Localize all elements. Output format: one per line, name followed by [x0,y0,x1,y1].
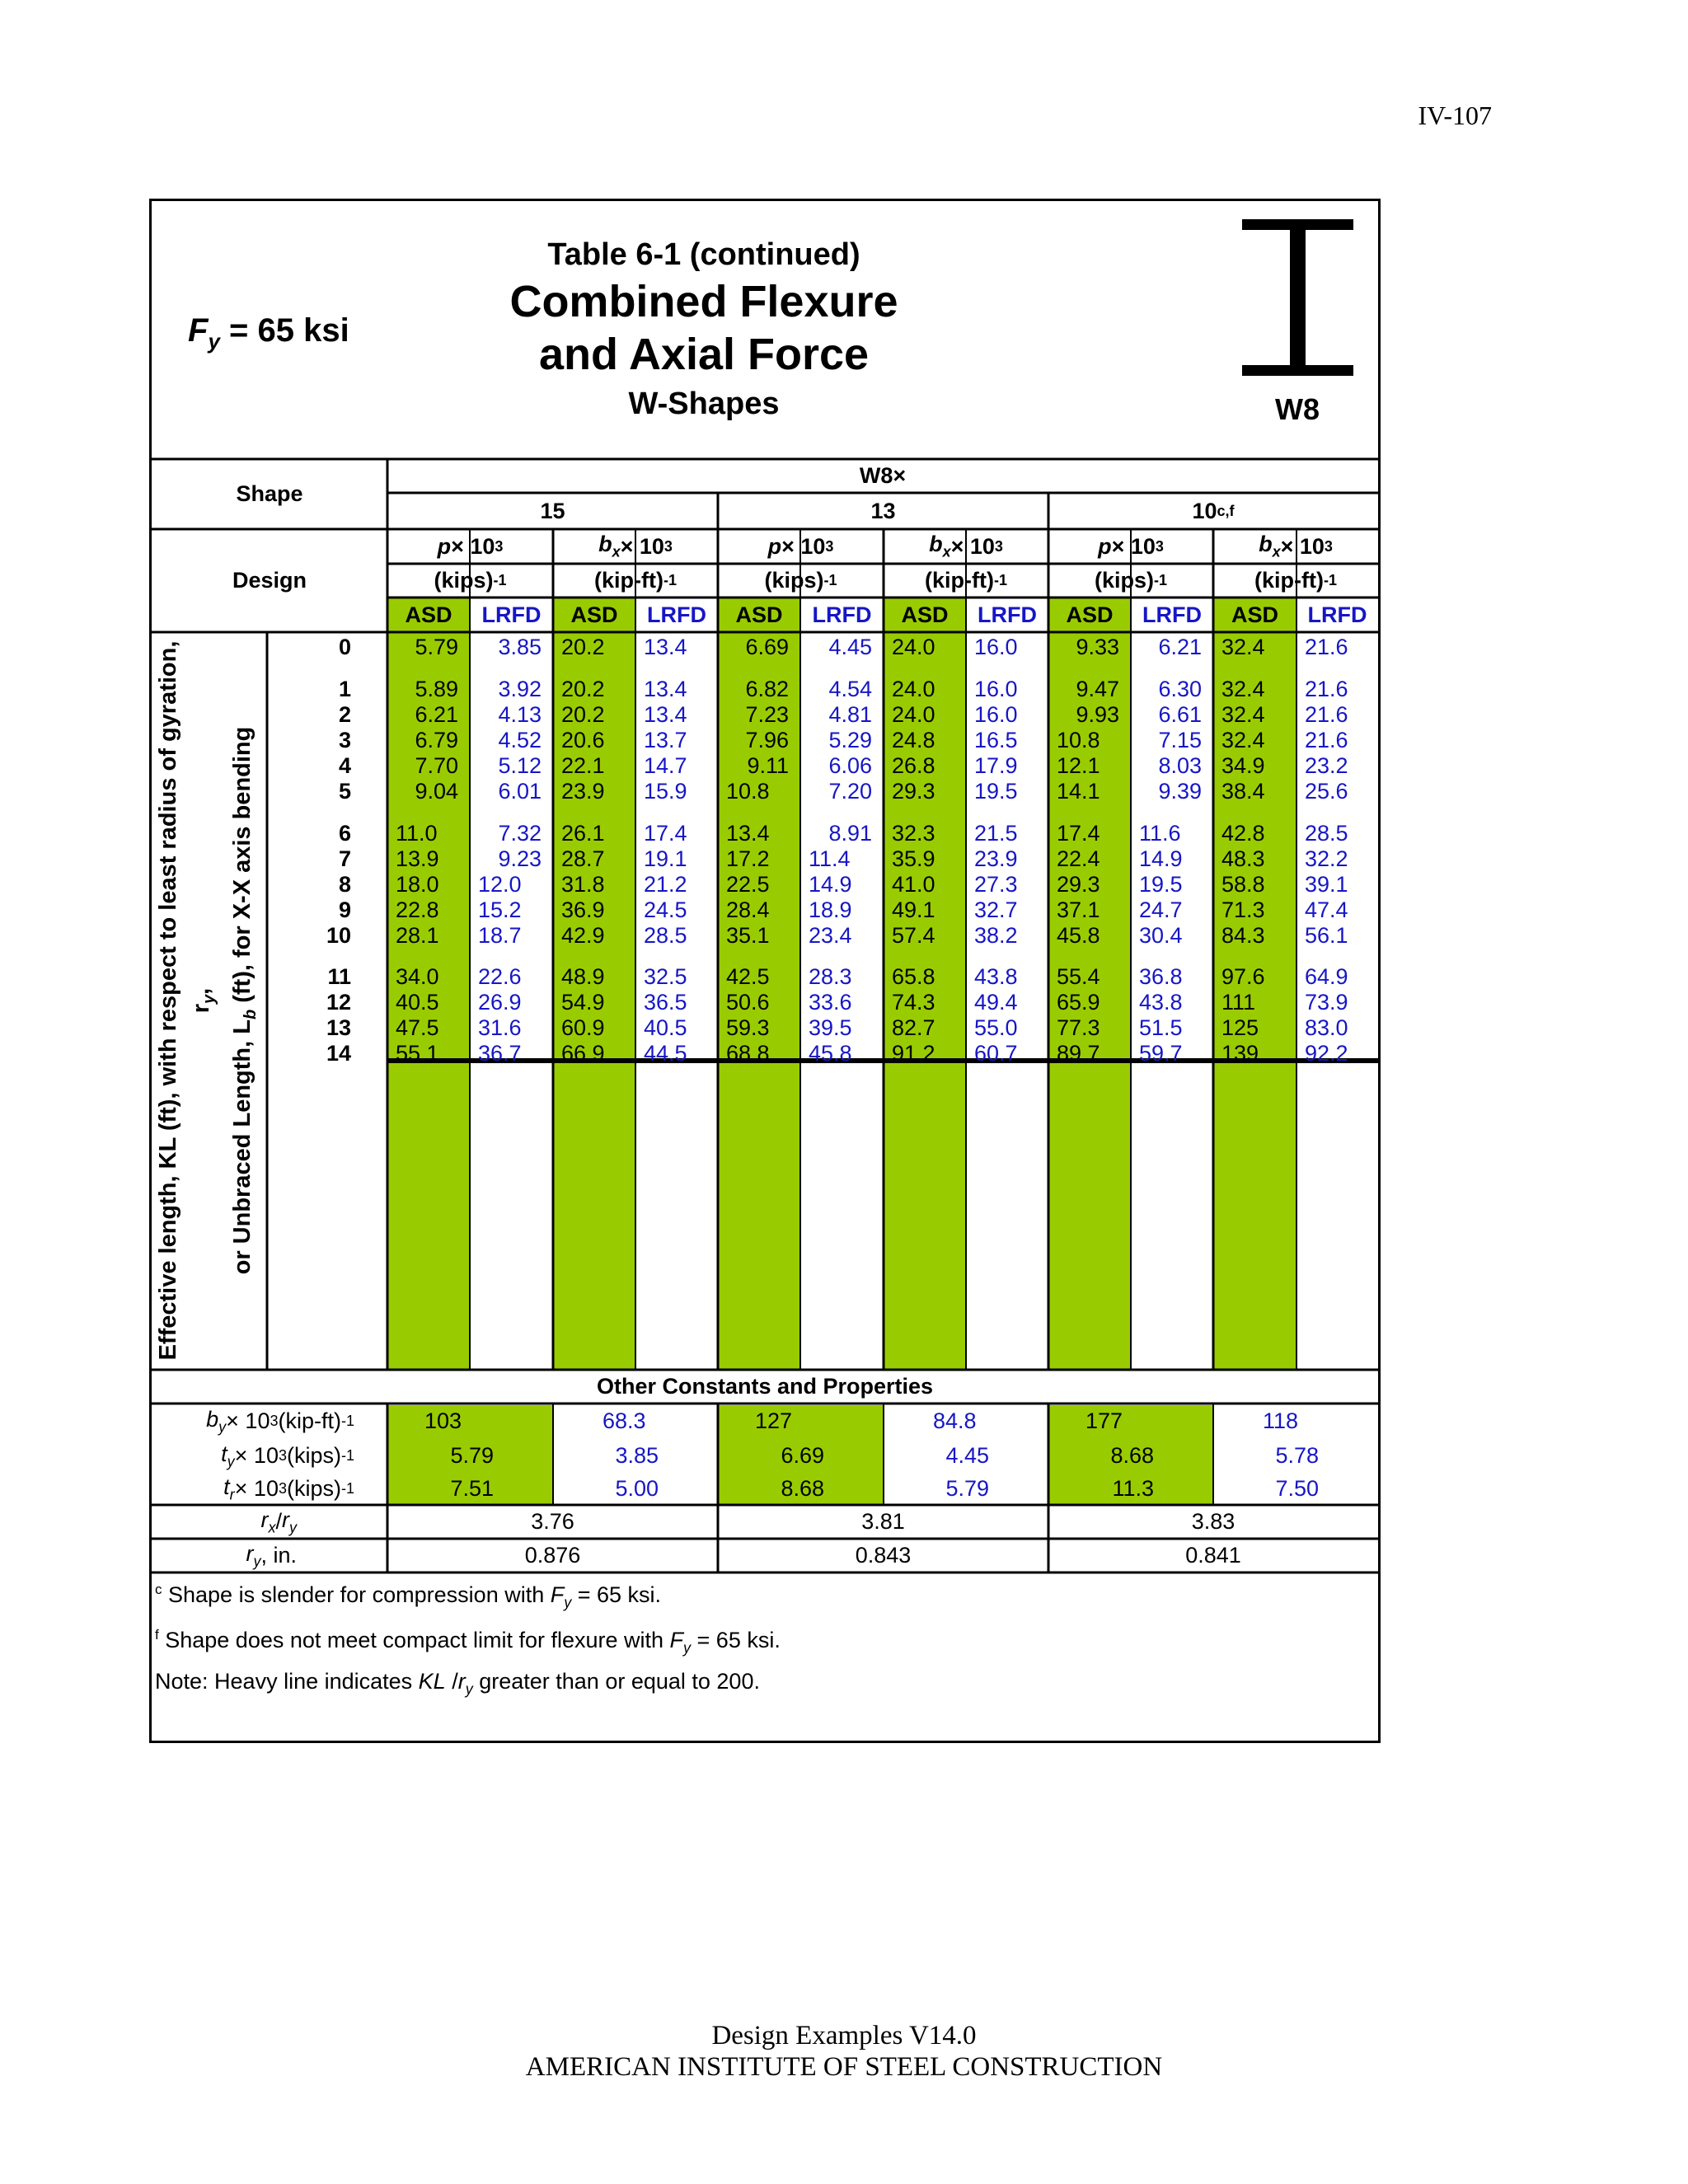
rx-ry-value: 3.83 [1191,1509,1236,1534]
asd-value: 40.5 [396,990,439,1015]
asd-value: 66.9 [561,1041,605,1066]
asd-value: 60.9 [561,1015,605,1040]
footer-publisher: AMERICAN INSTITUTE OF STEEL CONSTRUCTION [525,2052,1163,2082]
flexure-coefficient-header: $b_x$ × 10 3 [929,532,1003,560]
asd-value: 6.69 [745,635,789,659]
lrfd-value: 3.92 [498,677,542,701]
lrfd-value: 7.15 [1158,728,1202,752]
lrfd-value: 6.06 [828,753,872,778]
rx-ry-value: 3.76 [531,1509,574,1534]
by-label: $b_y$ × 10 3 (kip-ft) -1 [206,1406,354,1436]
by-lrfd-value: 118 [1263,1408,1299,1433]
lrfd-value: 8.91 [828,821,872,846]
lrfd-value: 6.21 [1158,635,1202,659]
asd-value: 74.3 [892,990,935,1015]
footnote-f: $^f$ Shape does not meet compact limit for flexure with $F_y = 65$ ksi. [155,1627,781,1657]
lrfd-value: 25.6 [1305,779,1348,804]
lrfd-value: 60.7 [974,1041,1018,1066]
lrfd-value: 28.3 [809,964,852,989]
lrfd-value: 5.29 [828,728,872,752]
asd-value: 84.3 [1221,923,1265,948]
kl-value: 0 [338,635,351,659]
flexure-coefficient-header: $b_x$ × 10 3 [598,532,673,560]
asd-header: ASD [405,602,452,627]
table-frame [149,199,1381,1743]
asd-value: 97.6 [1221,964,1265,989]
kl-value: 11 [327,964,351,989]
lrfd-value: 3.85 [498,635,542,659]
lrfd-value: 38.2 [974,923,1018,948]
lrfd-value: 9.39 [1158,779,1202,804]
lrfd-value: 14.9 [1139,846,1183,871]
kl-value: 9 [338,898,351,922]
asd-value: 5.79 [415,635,458,659]
heavy-line-note: Note: Heavy line indicates KL $/r_y$ greater than or equal to 200. [155,1668,760,1698]
rx-ry-value: 3.81 [861,1509,905,1534]
asd-value: 111 [1221,990,1256,1015]
lrfd-value: 44.5 [644,1041,687,1066]
by-asd-value: 103 [424,1408,462,1433]
tr-lrfd-value: 5.79 [945,1476,989,1501]
kl-value: 4 [338,753,351,778]
asd-value: 26.1 [561,821,605,846]
ty-lrfd-value: 4.45 [945,1443,989,1468]
lrfd-value: 21.6 [1305,677,1348,701]
asd-value: 28.7 [561,846,605,871]
lrfd-value: 21.6 [1305,635,1348,659]
asd-header: ASD [735,602,783,627]
lrfd-value: 51.5 [1139,1015,1183,1040]
ty-asd-value: 6.69 [781,1443,824,1468]
lrfd-value: 39.5 [809,1015,852,1040]
asd-value: 32.4 [1221,677,1265,701]
asd-value: 20.2 [561,635,605,659]
other-constants-heading: Other Constants and Properties [596,1374,934,1399]
asd-value: 7.70 [415,753,458,778]
lrfd-value: 8.03 [1158,753,1202,778]
kl-value: 13 [326,1015,351,1040]
lrfd-value: 36.7 [478,1041,522,1066]
asd-value: 57.4 [892,923,935,948]
asd-value: 34.9 [1221,753,1265,778]
axis-label-line1: Effective length, KL (ft), with respect to least radius of gyration, $r_y$, [155,640,218,1361]
lrfd-value: 21.5 [974,821,1018,846]
asd-value: 22.1 [561,753,605,778]
ty-label: $t_y$ × 10 3 (kips) -1 [221,1441,354,1470]
footnotes [155,1573,781,1705]
asd-value: 23.9 [561,779,605,804]
lrfd-value: 55.0 [974,1015,1018,1040]
lrfd-value: 45.8 [809,1041,852,1066]
ry-value: 0.841 [1185,1543,1241,1568]
lrfd-value: 11.6 [1139,821,1181,846]
fy-symbol: F [188,312,209,349]
lrfd-value: 22.6 [478,964,522,989]
lrfd-value: 13.4 [644,635,687,659]
lrfd-value: 21.6 [1305,728,1348,752]
asd-header: ASD [901,602,949,627]
lrfd-value: 13.4 [644,677,687,701]
table-title-line4: W-Shapes [628,387,780,421]
footnote-c: $^c$ Shape is slender for compression with $F_y = 65$ ksi. [155,1582,662,1611]
lrfd-value: 19.5 [1139,872,1183,897]
asd-header: ASD [1066,602,1114,627]
asd-value: 42.5 [726,964,770,989]
asd-value: 14.1 [1057,779,1100,804]
lrfd-value: 43.8 [974,964,1018,989]
asd-value: 36.9 [561,898,605,922]
axial-coefficient-header: p × 10 3 [767,533,834,559]
asd-value: 45.8 [1057,923,1100,948]
lrfd-value: 83.0 [1305,1015,1348,1040]
lrfd-value: 21.2 [644,872,687,897]
kl-value: 3 [338,728,351,752]
fy-value: = 65 ksi [229,312,349,349]
lrfd-value: 15.2 [478,898,522,922]
shape-weight-13: 13 [870,498,896,523]
by-asd-value: 177 [1085,1408,1123,1433]
lrfd-value: 26.9 [478,990,522,1015]
lrfd-value: 6.30 [1158,677,1202,701]
asd-value: 18.0 [396,872,439,897]
asd-value: 59.3 [726,1015,770,1040]
asd-value: 48.9 [561,964,605,989]
asd-value: 47.5 [396,1015,439,1040]
asd-value: 54.9 [561,990,605,1015]
kl-value: 2 [338,702,351,727]
asd-value: 24.0 [892,635,935,659]
asd-value: 32.4 [1221,635,1265,659]
asd-value: 12.1 [1057,753,1100,778]
asd-value: 139 [1221,1041,1259,1066]
lrfd-value: 16.0 [974,635,1018,659]
asd-value: 9.93 [1076,702,1119,727]
lrfd-header: LRFD [481,602,542,627]
lrfd-value: 64.9 [1305,964,1348,989]
lrfd-value: 73.9 [1305,990,1348,1015]
lrfd-value: 7.20 [828,779,872,804]
lrfd-value: 92.2 [1305,1041,1348,1066]
by-asd-value: 127 [755,1408,793,1433]
asd-value: 37.1 [1057,898,1100,922]
effective-length-axis-label [152,632,267,1370]
asd-value: 24.8 [892,728,935,752]
lrfd-value: 16.0 [974,677,1018,701]
lrfd-header: LRFD [978,602,1037,627]
asd-value: 28.1 [396,923,439,948]
asd-value: 13.4 [726,821,770,846]
lrfd-value: 6.01 [498,779,542,804]
asd-value: 5.89 [415,677,458,701]
axial-coefficient-header: p × 10 3 [1098,533,1164,559]
lrfd-value: 5.12 [498,753,542,778]
lrfd-value: 47.4 [1305,898,1348,922]
tr-asd-value: 7.51 [450,1476,494,1501]
asd-value: 22.8 [396,898,439,922]
lrfd-value: 36.5 [644,990,687,1015]
asd-value: 7.23 [745,702,789,727]
asd-value: 77.3 [1057,1015,1100,1040]
tr-asd-value: 11.3 [1112,1476,1154,1501]
lrfd-value: 21.6 [1305,702,1348,727]
lrfd-value: 4.52 [498,728,542,752]
table-title-line2: Combined Flexure [509,277,898,326]
lrfd-value: 49.4 [974,990,1018,1015]
lrfd-value: 24.5 [644,898,687,922]
lrfd-value: 30.4 [1139,923,1183,948]
lrfd-value: 17.9 [974,753,1018,778]
kl-value: 7 [338,846,351,871]
lrfd-value: 33.6 [809,990,852,1015]
kl-value: 8 [338,872,351,897]
unit-header: (kip-ft) -1 [594,568,677,593]
ry-value: 0.843 [855,1543,912,1568]
shape-code: W8 [1275,392,1320,426]
asd-value: 20.2 [561,702,605,727]
unit-header: (kips) -1 [764,568,837,593]
by-lrfd-value: 68.3 [603,1408,646,1433]
ry-value: 0.876 [524,1543,581,1568]
asd-value: 50.6 [726,990,770,1015]
shape-header-label: Shape [236,481,303,506]
lrfd-value: 12.0 [478,872,522,897]
asd-value: 9.04 [415,779,458,804]
asd-header: ASD [1231,602,1278,627]
asd-value: 29.3 [892,779,935,804]
asd-value: 6.21 [415,702,458,727]
tr-label: $t_r$ × 10 3 (kips) -1 [223,1474,354,1503]
ty-lrfd-value: 5.78 [1275,1443,1319,1468]
lrfd-value: 4.45 [828,635,872,659]
asd-value: 42.8 [1221,821,1265,846]
kl-value: 12 [326,990,351,1015]
lrfd-value: 56.1 [1305,923,1348,948]
lrfd-value: 18.9 [809,898,852,922]
lrfd-value: 19.5 [974,779,1018,804]
lrfd-header: LRFD [647,602,706,627]
shape-weight-15: 15 [540,498,565,523]
kl-value: 5 [338,779,351,804]
tr-asd-value: 8.68 [781,1476,824,1501]
asd-value: 24.0 [892,702,935,727]
asd-value: 9.33 [1076,635,1119,659]
shape-weight-10: 10 c,f [1192,498,1235,523]
lrfd-value: 11.4 [809,846,851,871]
lrfd-value: 7.32 [498,821,542,846]
shape-family: W8× [859,463,907,488]
lrfd-value: 43.8 [1139,990,1183,1015]
asd-value: 22.4 [1057,846,1100,871]
lrfd-value: 32.5 [644,964,687,989]
lrfd-value: 32.7 [974,898,1018,922]
kl-value: 6 [338,821,351,846]
lrfd-header: LRFD [812,602,872,627]
asd-value: 32.4 [1221,702,1265,727]
unit-header: (kips) -1 [434,568,507,593]
ty-asd-value: 5.79 [450,1443,494,1468]
asd-value: 35.9 [892,846,935,871]
tr-lrfd-value: 7.50 [1275,1476,1319,1501]
axial-coefficient-header: p × 10 3 [437,533,504,559]
asd-value: 58.8 [1221,872,1265,897]
asd-value: 55.1 [396,1041,439,1066]
asd-value: 26.8 [892,753,935,778]
asd-value: 20.2 [561,677,605,701]
asd-value: 9.47 [1076,677,1119,701]
lrfd-value: 28.5 [644,923,687,948]
flexure-coefficient-header: $b_x$ × 10 3 [1259,532,1333,560]
asd-value: 71.3 [1221,898,1265,922]
asd-value: 10.8 [1057,728,1100,752]
lrfd-value: 23.9 [974,846,1018,871]
axis-label-line2: or Unbraced Length, $L_b$ (ft), for X-X axis bending [229,726,260,1275]
asd-value: 34.0 [396,964,439,989]
asd-value: 68.8 [726,1041,770,1066]
table-title-line3: and Axial Force [538,330,870,379]
asd-value: 11.0 [396,821,438,846]
asd-value: 20.6 [561,728,605,752]
ty-lrfd-value: 3.85 [615,1443,659,1468]
asd-value: 65.9 [1057,990,1100,1015]
asd-value: 82.7 [892,1015,935,1040]
asd-value: 7.96 [745,728,789,752]
asd-value: 24.0 [892,677,935,701]
kl-value: 1 [338,677,351,701]
lrfd-value: 23.2 [1305,753,1348,778]
table-title-line1: Table 6-1 (continued) [547,237,860,272]
lrfd-value: 9.23 [498,846,542,871]
asd-value: 49.1 [892,898,935,922]
lrfd-value: 39.1 [1305,872,1348,897]
lrfd-header: LRFD [1307,602,1367,627]
asd-value: 29.3 [1057,872,1100,897]
unit-header: (kip-ft) -1 [925,568,1007,593]
asd-value: 38.4 [1221,779,1265,804]
asd-value: 32.4 [1221,728,1265,752]
asd-value: 89.7 [1057,1041,1100,1066]
lrfd-value: 36.8 [1139,964,1183,989]
asd-value: 17.4 [1057,821,1100,846]
lrfd-value: 16.5 [974,728,1018,752]
asd-value: 9.11 [747,753,789,778]
lrfd-value: 14.9 [809,872,852,897]
asd-value: 28.4 [726,898,770,922]
asd-header: ASD [570,602,618,627]
asd-value: 91.2 [892,1041,935,1066]
lrfd-value: 15.9 [644,779,687,804]
unit-header: (kips) -1 [1094,568,1168,593]
ry-label: $r_y$ , in. [246,1540,297,1570]
asd-value: 35.1 [726,923,770,948]
lrfd-value: 17.4 [644,821,687,846]
asd-value: 55.4 [1057,964,1100,989]
lrfd-value: 28.5 [1305,821,1348,846]
page-number: IV-107 [1418,101,1492,130]
lrfd-value: 14.7 [644,753,687,778]
lrfd-value: 4.81 [828,702,872,727]
rx-ry-label: $r_x$ / $r_y$ [260,1507,297,1536]
footer-publication: Design Examples V14.0 [711,2021,977,2050]
asd-value: 13.9 [396,846,439,871]
lrfd-value: 27.3 [974,872,1018,897]
asd-value: 65.8 [892,964,935,989]
asd-value: 125 [1221,1015,1259,1040]
lrfd-value: 13.7 [644,728,687,752]
asd-value: 22.5 [726,872,770,897]
lrfd-value: 32.2 [1305,846,1348,871]
unit-header: (kip-ft) -1 [1254,568,1337,593]
lrfd-value: 24.7 [1139,898,1183,922]
kl-value: 14 [326,1041,351,1066]
asd-value: 42.9 [561,923,605,948]
asd-value: 17.2 [726,846,770,871]
lrfd-value: 4.54 [828,677,872,701]
ty-asd-value: 8.68 [1110,1443,1154,1468]
kl-value: 10 [326,923,351,948]
asd-value: 41.0 [892,872,935,897]
lrfd-value: 59.7 [1139,1041,1183,1066]
asd-value: 6.82 [745,677,789,701]
lrfd-header: LRFD [1142,602,1202,627]
lrfd-value: 16.0 [974,702,1018,727]
lrfd-value: 6.61 [1158,702,1202,727]
lrfd-value: 13.4 [644,702,687,727]
asd-value: 31.8 [561,872,605,897]
by-lrfd-value: 84.8 [933,1408,977,1433]
asd-value: 32.3 [892,821,935,846]
lrfd-value: 18.7 [478,923,522,948]
lrfd-value: 4.13 [498,702,542,727]
lrfd-value: 19.1 [644,846,687,871]
asd-value: 6.79 [415,728,458,752]
fy-subscript: y [208,329,220,354]
lrfd-value: 40.5 [644,1015,687,1040]
asd-value: 10.8 [726,779,770,804]
lrfd-value: 23.4 [809,923,852,948]
lrfd-value: 31.6 [478,1015,522,1040]
tr-lrfd-value: 5.00 [615,1476,659,1501]
design-header-label: Design [232,568,307,593]
asd-value: 48.3 [1221,846,1265,871]
